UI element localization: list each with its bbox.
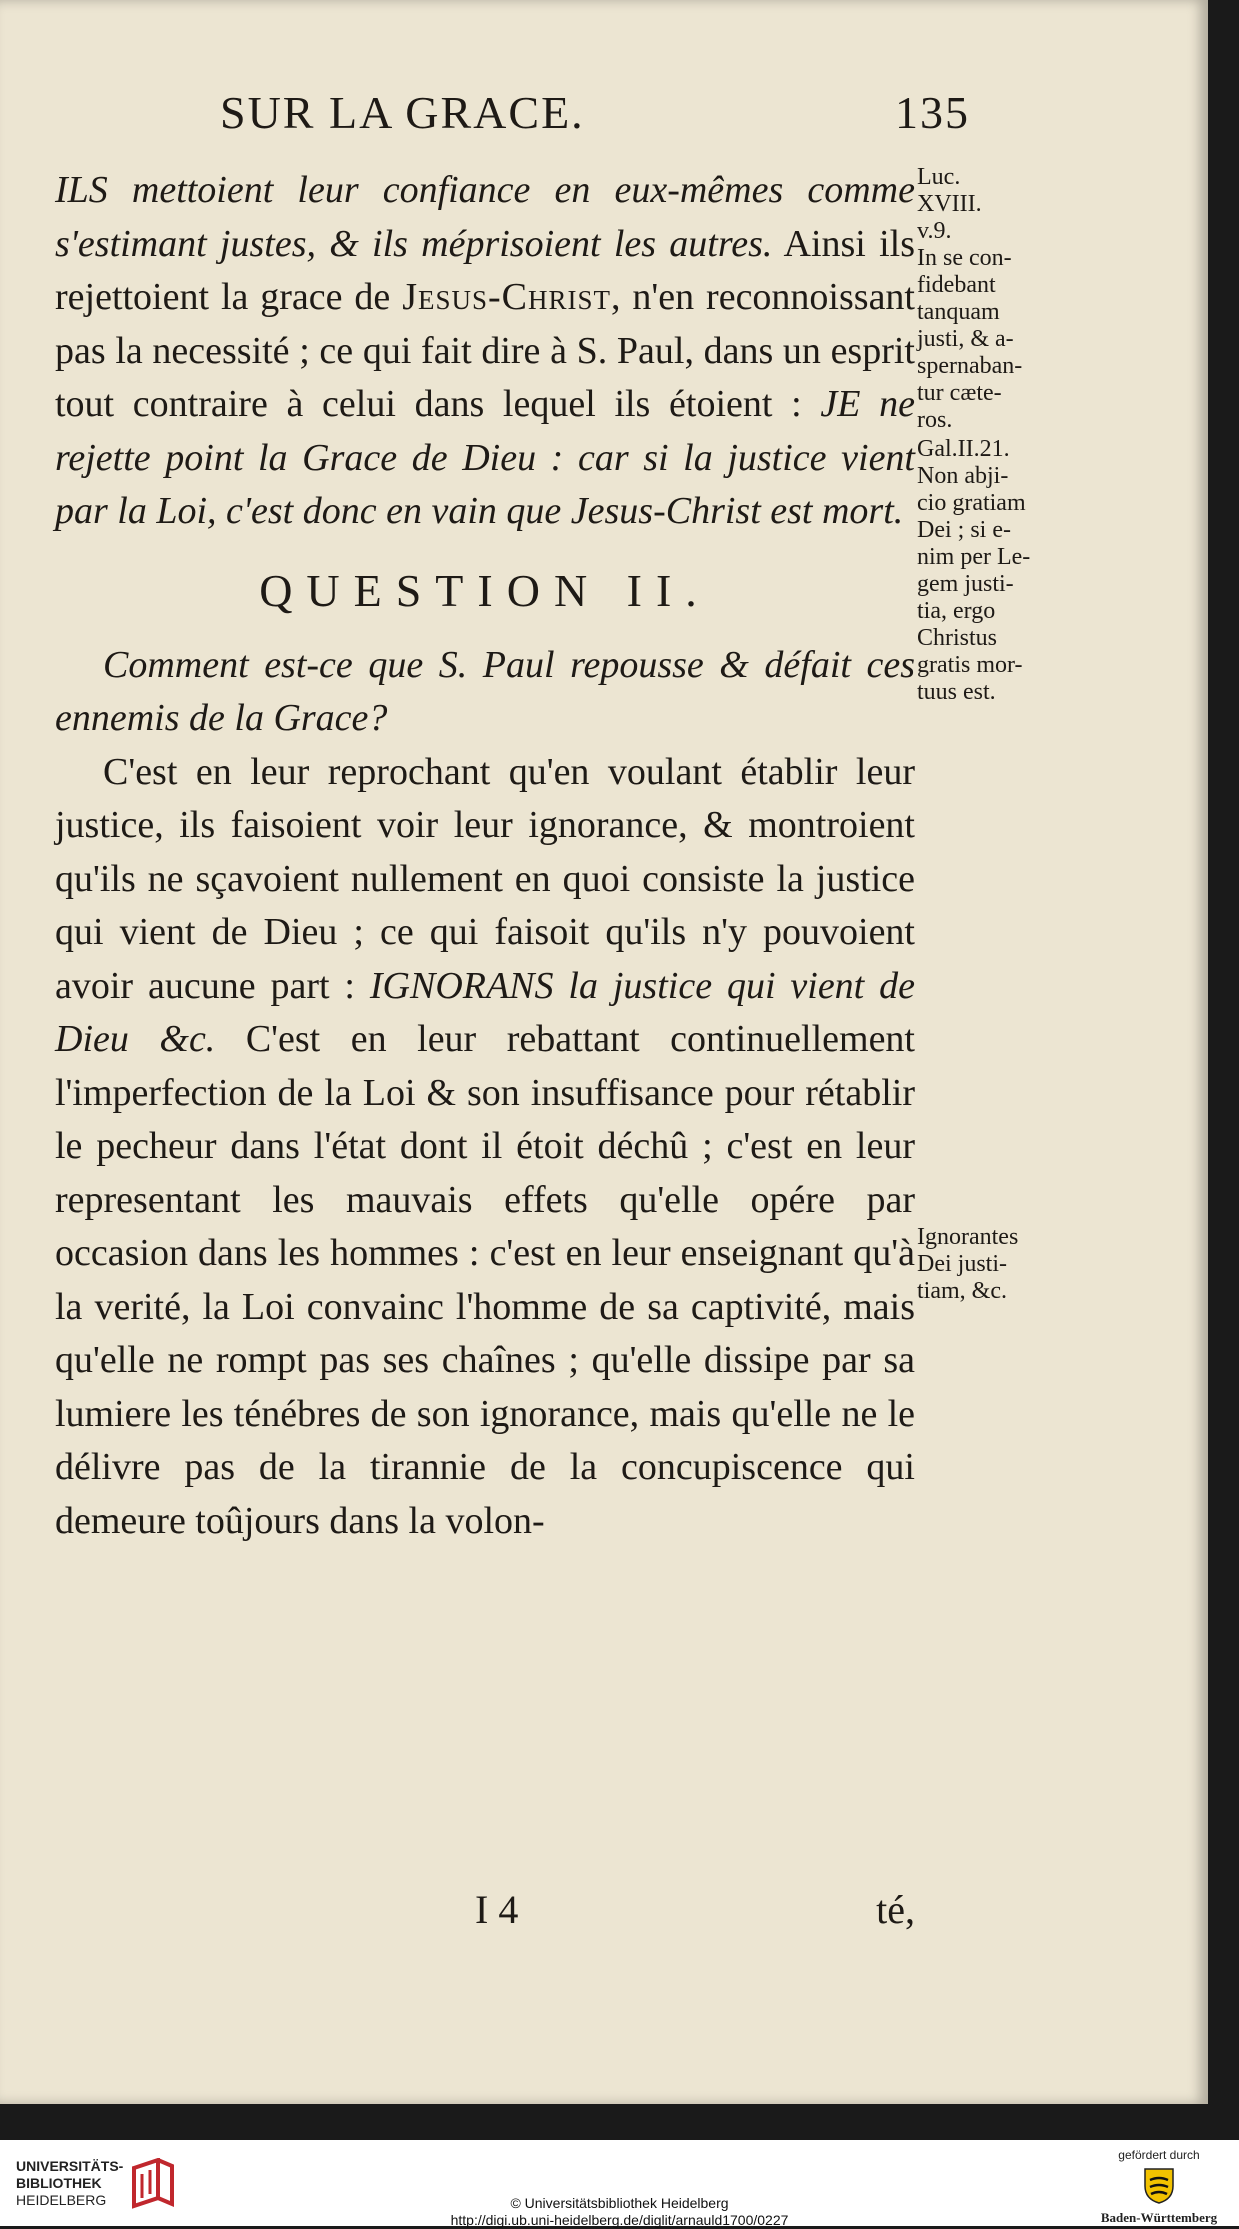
paragraph-2 [55, 746, 915, 1549]
catchword: té, [876, 1887, 915, 1932]
question-heading: QUESTION II. [259, 564, 711, 616]
footer-bar [0, 2140, 1239, 2226]
para2-text-c: C'est en leur rebattant continuellement l'imperfection de la Loi & son insuffisance pour rétablir le pecheur dans l'état dont il étoit déchû ; c'est en leur representant les mauvais effets qu'elle opére par occasion dans les hommes : c'est en leur enseignant qu'à la verité, la Loi convainc l'homme de sa captivité, mais qu'elle ne rompt pas ses chaînes ; qu'elle dissipe par sa lumiere les ténébres de son ignorance, mais qu'elle ne le délivre pas de la tirannie de la concupiscence qui demeure toûjours dans la volon- [55, 1018, 915, 1542]
funder-block [1089, 2140, 1229, 2226]
name-jesus-christ: Jesus-Christ [402, 276, 612, 318]
margin-note-luke: Luc. XVIII. v.9. In se con- fidebant tanquam justi, & a- spernaban- tur cæte- ros. [917, 164, 1023, 433]
copyright-text: © Universitätsbibliothek Heidelberg [510, 2195, 729, 2211]
copyright-block [0, 2195, 1239, 2229]
para1-text-b: Ainsi ils rejettoient la grace de [55, 222, 915, 318]
paragraph-1 [55, 164, 915, 539]
para1-text-c: , n'en reconnoissant pas la necessité ; ce qui fait dire à S. Paul, dans un esprit tout contraire à celui dans lequel ils étoient : [55, 276, 915, 425]
margin-note-galatians: Gal.II.21. Non abji- cio gratiam Dei ; si e- nim per Le- gem justi- tia, ergo Christus gratis mor- tuus est. [917, 436, 1031, 705]
page-number: 135 [895, 87, 970, 138]
page-content [55, 86, 1205, 2086]
permalink[interactable]: http://digi.ub.uni-heidelberg.de/diglit/arnauld1700/0227 [450, 2212, 789, 2228]
quote-galatians: JE ne rejette point la Grace de Dieu : car si la justice vient par la Loi, c'est donc en vain que Jesus-Christ est mort. [55, 383, 915, 532]
question-text: Comment est-ce que S. Paul repousse & défait ces ennemis de la Grace? [55, 643, 915, 739]
coat-of-arms-icon [1142, 2166, 1176, 2204]
margin-note-romans: Ignorantes Dei justi- tiam, &c. [917, 1224, 1019, 1304]
quote-romans: IGNORANS la justice qui vient de Dieu &c. [55, 964, 915, 1060]
funder-name: Baden-Württemberg [1100, 2210, 1218, 2225]
funded-by-label: gefördert durch [1118, 2148, 1200, 2162]
signature-mark: I 4 [475, 1887, 519, 1932]
page-bottom-line [55, 1886, 915, 1946]
running-title: SUR LA GRACE. [220, 87, 585, 138]
running-head [220, 86, 970, 146]
para2-text-a: C'est en leur reprochant qu'en voulant établir leur justice, ils faisoient voir leur ignorance, & montroient qu'ils ne sçavoient nullement en quoi consiste la justice qui vient de Dieu ; ce qui faisoit qu'ils n'y pouvoient avoir aucune part : [55, 750, 915, 1007]
main-text [55, 164, 915, 1548]
quote-luke: ILS mettoient leur confiance en eux-mêmes comme s'estimant justes, & ils méprisoient les autres. [55, 169, 915, 265]
library-name: UNIVERSITÄTS- BIBLIOTHEK HEIDELBERG [16, 2158, 124, 2208]
margin-notes [917, 164, 1067, 1304]
